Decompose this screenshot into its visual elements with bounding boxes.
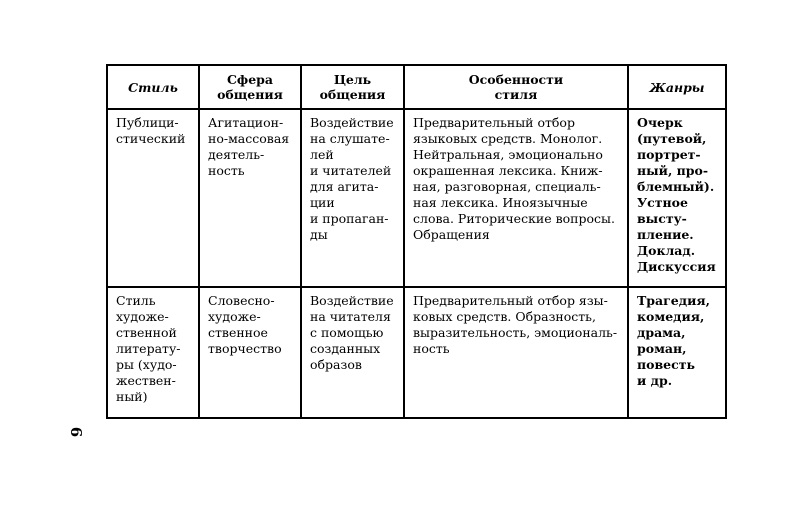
header-sphere: Сфера общения: [199, 65, 301, 109]
page-number: 6: [67, 426, 85, 438]
cell-features: Предварительный отбор язы- ковых средств. Образность, выразительность, эмоциональ- ность: [404, 287, 628, 418]
cell-style: Стиль художе- ственной литерату- ры (худо- жествен- ный): [107, 287, 199, 418]
cell-genres: Трагедия, комедия, драма, роман, повесть и др.: [628, 287, 726, 418]
cell-sphere: Агитацион- но-массовая деятель- ность: [199, 109, 301, 287]
cell-style: Публици- стический: [107, 109, 199, 287]
cell-sphere: Словесно- художе- ственное творчество: [199, 287, 301, 418]
styles-table: [106, 64, 727, 419]
header-style: Стиль: [107, 65, 199, 109]
table-row: [107, 109, 726, 287]
cell-goal: Воздействие на читателя с помощью созданных образов: [301, 287, 404, 418]
table-row: [107, 287, 726, 418]
header-goal: Цель общения: [301, 65, 404, 109]
cell-goal: Воздействие на слушате- лей и читателей для агита- ции и пропаган- ды: [301, 109, 404, 287]
cell-genres: Очерк (путевой, портрет- ный, про- блемный). Устное высту- пление. Доклад. Дискуссия: [628, 109, 726, 287]
header-genres: Жанры: [628, 65, 726, 109]
table-header-row: [107, 65, 726, 109]
cell-features: Предварительный отбор языковых средств. Монолог. Нейтральная, эмоционально окрашенная лексика. Книж- ная, разговорная, специаль- ная лексика. Иноязычные слова. Риторические вопросы. Обращения: [404, 109, 628, 287]
header-features: Особенности стиля: [404, 65, 628, 109]
